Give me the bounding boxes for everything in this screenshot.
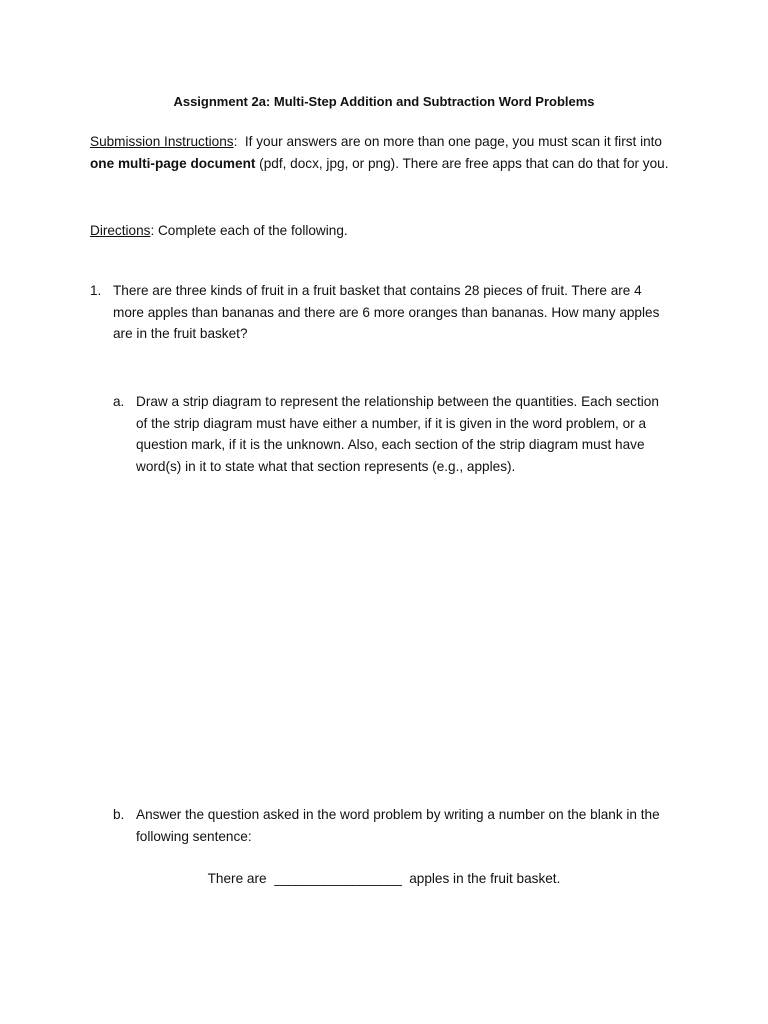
- directions-label: Directions: [90, 223, 151, 238]
- answer-suffix: apples in the fruit basket.: [409, 871, 561, 886]
- part-a-letter: a.: [113, 394, 125, 409]
- assignment-title: Assignment 2a: Multi-Step Addition and Subtraction Word Problems: [173, 94, 595, 109]
- answer-blank[interactable]: __________________: [274, 871, 402, 886]
- part-a-line: question mark, if it is the unknown. Also, each section of the strip diagram must have: [136, 437, 645, 452]
- submission-separator: :: [233, 134, 245, 149]
- part-b-text: [136, 804, 696, 847]
- question-1-number: 1.: [90, 283, 102, 298]
- part-b-line: Answer the question asked in the word problem by writing a number on the blank in the: [136, 807, 660, 822]
- submission-label: Submission Instructions: [90, 134, 234, 149]
- answer-sentence: [0, 868, 768, 890]
- question-1-line: There are three kinds of fruit in a fruit basket that contains 28 pieces of fruit. There are 4: [113, 283, 642, 298]
- part-b-letter: b.: [113, 807, 125, 822]
- question-1-line: more apples than bananas and there are 6 more oranges than bananas. How many apples: [113, 304, 660, 320]
- part-a-line: Draw a strip diagram to represent the relationship between the quantities. Each section: [136, 394, 659, 409]
- part-a-line: word(s) in it to state what that section represents (e.g., apples).: [136, 458, 516, 474]
- submission-line-2-text: (pdf, docx, jpg, or png). There are free apps that can do that for you.: [255, 155, 669, 171]
- question-1-line: are in the fruit basket?: [113, 326, 248, 341]
- part-a-line: of the strip diagram must have either a number, if it is given in the word problem, or a: [136, 415, 647, 431]
- submission-instructions: [90, 131, 690, 174]
- part-a-text: [136, 391, 696, 477]
- strip-diagram-work-area: [113, 490, 673, 790]
- submission-bold-text: one multi-page document: [90, 155, 256, 171]
- submission-line-2: [90, 153, 690, 175]
- submission-line-1-text: If your answers are on more than one page, you must scan it first into: [244, 134, 662, 149]
- part-b-line: following sentence:: [136, 828, 252, 844]
- directions: [90, 220, 348, 242]
- question-1-text: [113, 280, 683, 345]
- answer-prefix: There are: [207, 871, 267, 886]
- submission-line-1: [90, 131, 690, 153]
- directions-text: : Complete each of the following.: [150, 223, 348, 238]
